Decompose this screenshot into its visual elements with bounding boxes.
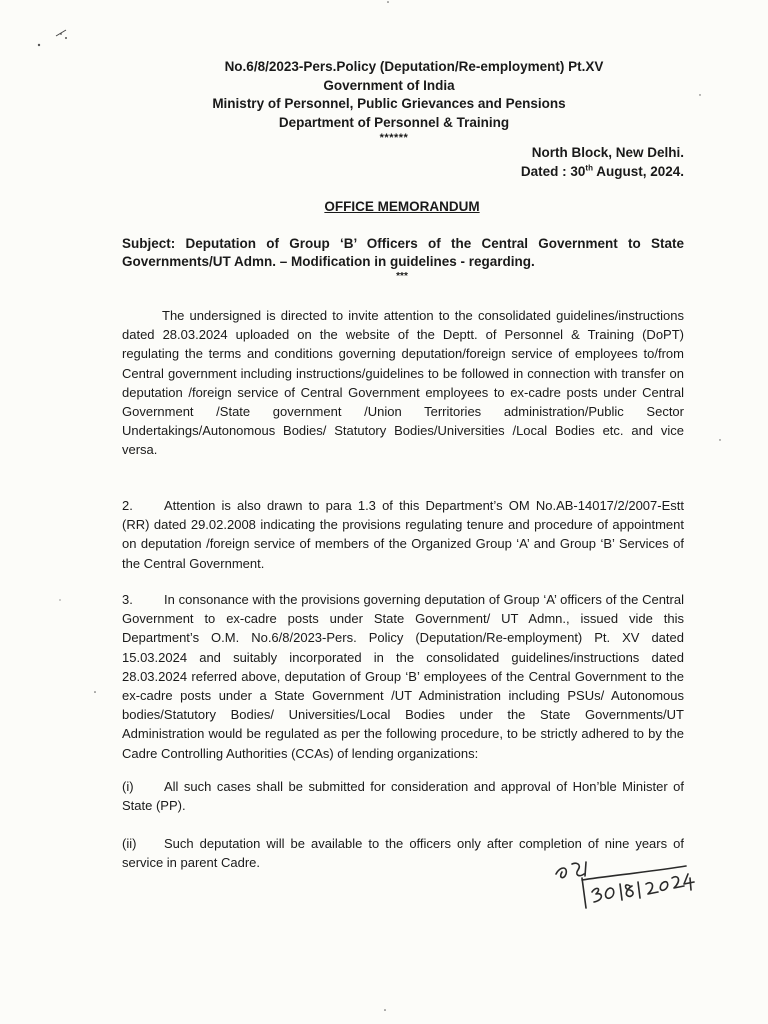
reference-number: No.6/8/2023-Pers.Policy (Deputation/Re-employment) Pt.XV xyxy=(224,59,604,74)
clause-text: All such cases shall be submitted for consideration and approval of Hon’ble Minister of State (PP). xyxy=(122,779,684,814)
clause-i xyxy=(122,777,684,815)
paragraph-text: The undersigned is directed to invite attention to the consolidated guidelines/instructions dated 28.03.2024 uploaded on the website of the Deptt. of Personnel & Training (DoPT) regulating the terms and conditions governing deputation/foreign service of employees to/from Central government including instructions/guidelines to be followed in connection with transfer on deputation /foreign service of Central Government employees to ex-cadre posts under Central Government /State government /Union Territories administration/Public Sector Undertakings/Autonomous Bodies/ Statutory Bodies/Universities /Local Bodies etc. and vice versa. xyxy=(122,308,684,458)
paragraph-text: Attention is also drawn to para 1.3 of this Department’s OM No.AB-14017/2/2007-Estt (RR) dated 29.02.2008 indicating the provisions regulating tenure and procedure of appointment on deputation /foreign service of members of the Organized Group ‘A’ and Group ‘B’ Services of the Central Government. xyxy=(122,498,684,571)
date-suffix: August, 2024. xyxy=(592,163,684,179)
paragraph-1 xyxy=(122,306,684,460)
government-name: Government of India xyxy=(323,77,455,93)
ministry-name: Ministry of Personnel, Public Grievances and Pensions xyxy=(212,96,566,111)
date-ordinal: th xyxy=(585,163,593,172)
clause-number: (i) xyxy=(122,779,134,794)
date-prefix: Dated : 30 xyxy=(520,163,586,179)
place: North Block, New Delhi. xyxy=(531,145,684,160)
header-separator: ****** xyxy=(379,132,409,144)
document-header xyxy=(0,58,768,144)
memo-title: OFFICE MEMORANDUM xyxy=(324,199,480,214)
handwritten-signature xyxy=(548,852,698,912)
subject-separator: *** xyxy=(396,271,408,282)
subject: Subject: Deputation of Group ‘B’ Officers of the Central Government to State Governments/UT Admn. – Modification in guidelines - regarding. xyxy=(122,236,684,269)
paragraph-2 xyxy=(122,496,684,573)
place-and-date xyxy=(521,144,684,181)
paragraph-number: 3. xyxy=(122,592,133,607)
paragraph-text: In consonance with the provisions governing deputation of Group ‘A’ officers of the Central Government to ex-cadre posts under State Government/ UT Admn., issued vide this Department’s O.M. No.6/8/2023-Pers. Policy (Deputation/Re-employment) Pt. XV dated 15.03.2024 and suitably incorporated in the consolidated guidelines/instructions dated 28.03.2024 referred above, deputation of Group ‘B’ employees of the Central Government to the ex-cadre posts under a State Government /UT Administration including PSUs/ Autonomous bodies/Statutory Bodies/ Universities/Local Bodies under the State Governments/UT Administration would be regulated as per the following procedure, to be strictly adhered to by the Cadre Controlling Authorities (CCAs) of lending organizations: xyxy=(122,592,684,761)
date xyxy=(521,163,684,182)
department-name: Department of Personnel & Training xyxy=(278,114,510,130)
clause-number: (ii) xyxy=(122,836,137,851)
paragraph-3 xyxy=(122,590,684,763)
paragraph-number: 2. xyxy=(122,498,133,513)
clause-text: Such deputation will be available to the officers only after completion of nine years of service in parent Cadre. xyxy=(122,836,684,871)
